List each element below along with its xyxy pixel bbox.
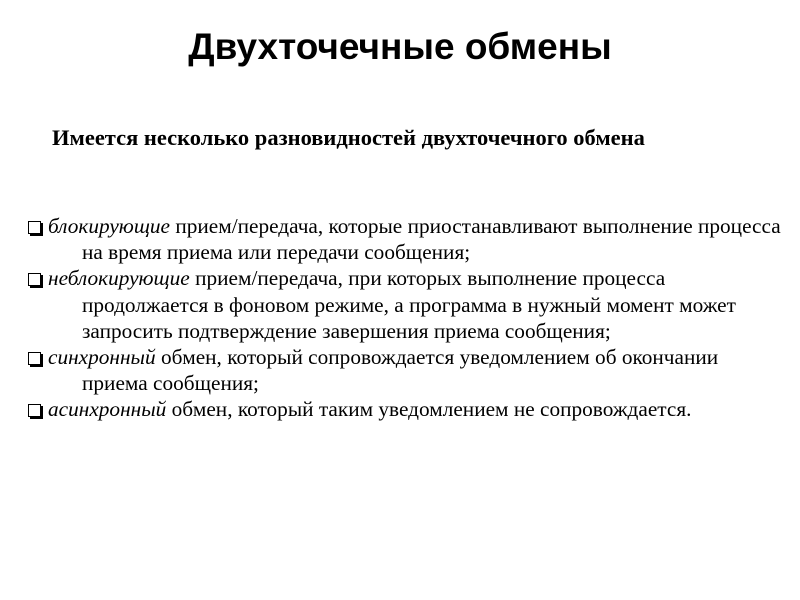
- bullet-term: блокирующие: [48, 214, 170, 238]
- bullet-marker: [18, 265, 48, 291]
- bullet-item-asynchronous: [18, 396, 788, 422]
- bullet-term: асинхронный: [48, 397, 167, 422]
- bullet-marker: [18, 344, 48, 370]
- bullet-text: обмен, который сопровождается уведомлением об окончании приема сообщения;: [82, 345, 719, 396]
- bullet-text: прием/передача, при которых выполнение процесса продолжается в фоновом режиме, а программа в нужный момент может запросить подтверждение завершения приема сообщения;: [82, 266, 736, 343]
- bullet-item-synchronous: [18, 344, 788, 396]
- bullet-item-nonblocking: [18, 265, 788, 344]
- bullet-text: прием/передача, которые приостанавливают выполнение процесса на время приема или передачи сообщения;: [82, 214, 781, 265]
- hollow-square-bullet-icon: [28, 404, 41, 417]
- bullet-marker: [18, 213, 48, 239]
- slide-title: Двухточечные обмены: [188, 26, 612, 67]
- bullet-marker: [18, 396, 48, 422]
- intro-text: Имеется несколько разновидностей двухточечного обмена: [52, 125, 645, 150]
- bullet-term: синхронный: [48, 345, 156, 370]
- hollow-square-bullet-icon: [28, 221, 41, 234]
- bullet-list: [18, 213, 788, 423]
- bullet-item-blocking: [18, 213, 788, 265]
- hollow-square-bullet-icon: [28, 273, 41, 286]
- bullet-term: неблокирующие: [48, 266, 190, 291]
- hollow-square-bullet-icon: [28, 352, 41, 365]
- bullet-text: обмен, который таким уведомлением не сопровождается.: [166, 397, 692, 422]
